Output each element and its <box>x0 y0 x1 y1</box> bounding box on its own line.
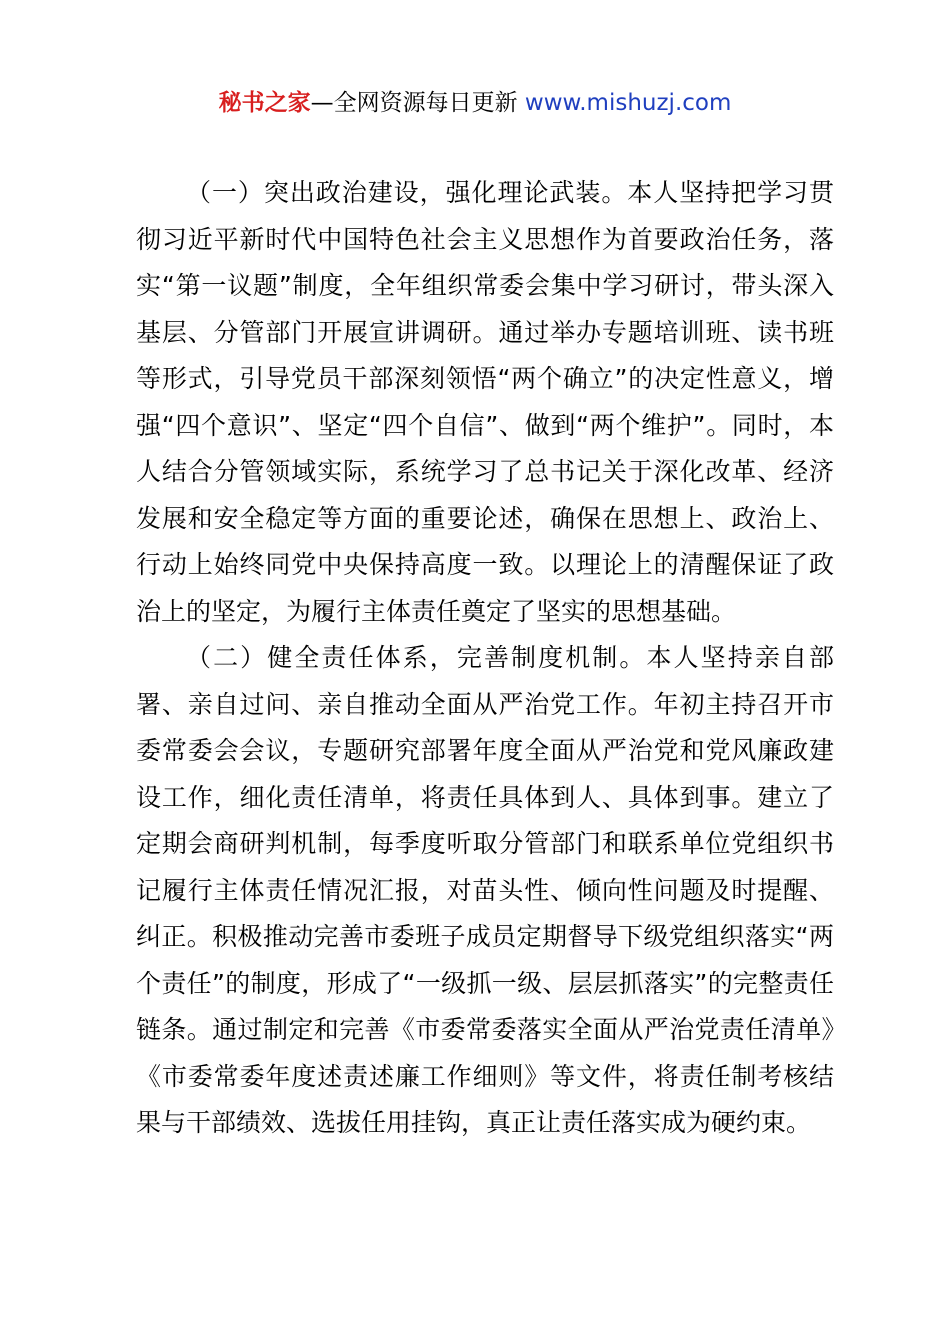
paragraph-responsibility-system: （二）健全责任体系，完善制度机制。本人坚持亲自部署、亲自过问、亲自推动全面从严治党工作。年初主持召开市委常委会会议，专题研究部署年度全面从严治党和党风廉政建设工作，细化责任清单，将责任具体到人、具体到事。建立了定期会商研判机制，每季度听取分管部门和联系单位党组织书记履行主体责任情况汇报，对苗头性、倾向性问题及时提醒、纠正。积极推动完善市委班子成员定期督导下级党组织落实“两个责任”的制度，形成了“一级抓一级、层层抓落实”的完整责任链条。通过制定和完善《市委常委落实全面从严治党责任清单》《市委常委年度述责述廉工作细则》等文件，将责任制考核结果与干部绩效、选拔任用挂钩，真正让责任落实成为硬约束。 <box>136 643 834 1137</box>
paragraph-political-building: （一）突出政治建设，强化理论武装。本人坚持把学习贯彻习近平新时代中国特色社会主义思想作为首要政治任务，落实“第一议题”制度，全年组织常委会集中学习研讨，带头深入基层、分管部门开展宣讲调研。通过举办专题培训班、读书班等形式，引导党员干部深刻领悟“两个确立”的决定性意义，增强“四个意识”、坚定“四个自信”、做到“两个维护”。同时，本人结合分管领域实际，系统学习了总书记关于深化改革、经济发展和安全稳定等方面的重要论述，确保在思想上、政治上、行动上始终同党中央保持高度一致。以理论上的清醒保证了政治上的坚定，为履行主体责任奠定了坚实的思想基础。 <box>136 178 834 626</box>
website-link[interactable]: www.mishuzj.com <box>524 90 732 116</box>
page-header <box>0 86 950 120</box>
header-tagline: —全网资源每日更新 <box>310 90 525 116</box>
document-body <box>136 170 834 1147</box>
brand-name: 秘书之家 <box>218 90 311 116</box>
